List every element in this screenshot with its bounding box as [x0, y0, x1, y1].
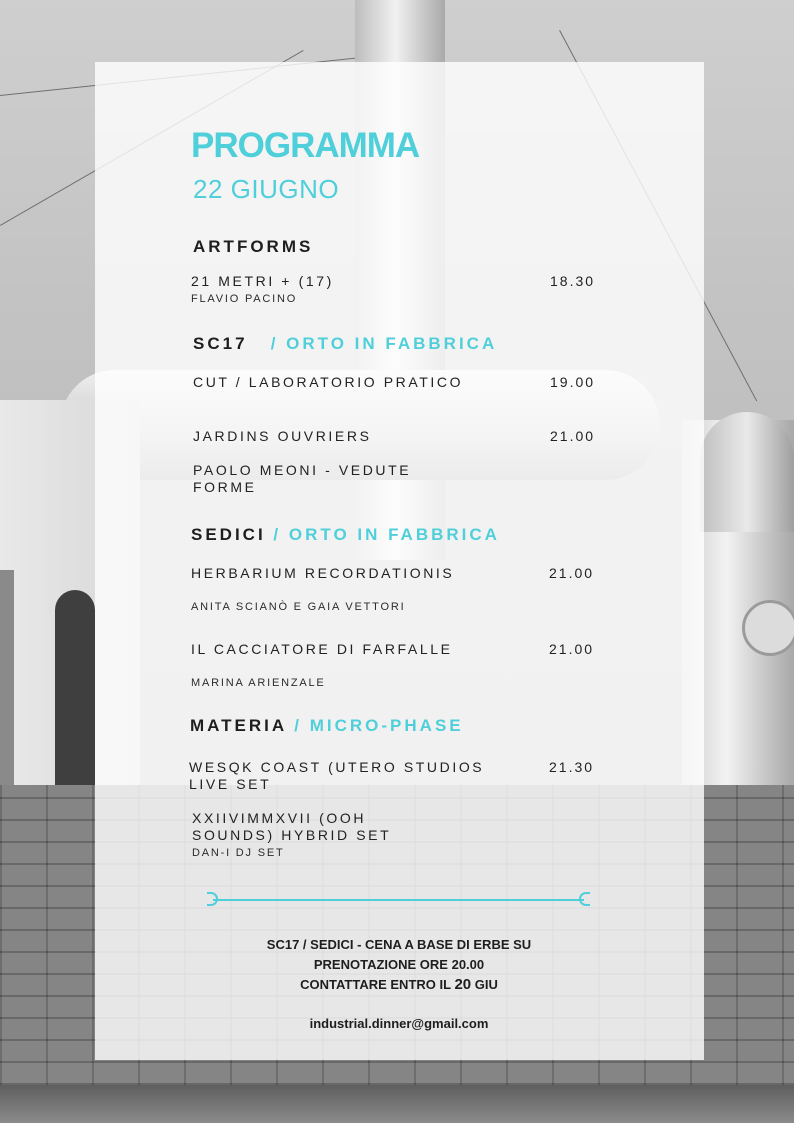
- section-header-sedici: [191, 525, 500, 545]
- event-title: CUT / LABORATORIO PRATICO: [193, 374, 464, 390]
- dinner-note-line: PRENOTAZIONE ORE 20.00: [313, 957, 485, 972]
- event-time: 18.30: [550, 273, 596, 289]
- section-name: ARTFORMS: [193, 237, 314, 256]
- event-time: 21.00: [549, 565, 595, 581]
- dinner-note-line: [165, 975, 633, 995]
- section-header-artforms: [193, 237, 313, 257]
- ground: [0, 1085, 794, 1123]
- section-header-sc17: [193, 334, 497, 354]
- section-venue: / MICRO-PHASE: [294, 716, 464, 735]
- dinner-note-day: 20: [454, 976, 472, 993]
- dinner-note-line: SC17 / SEDICI - CENA A BASE DI ERBE SU: [266, 937, 532, 952]
- section-venue: / ORTO IN FABBRICA: [273, 525, 500, 544]
- arched-window: [0, 570, 14, 790]
- event-artist: ANITA SCIANÒ E GAIA VETTORI: [191, 601, 406, 613]
- event-title: WESQK COAST (UTERO STUDIOS LIVE SET: [189, 759, 485, 792]
- event-artist: DAN-I DJ SET: [192, 847, 285, 859]
- event-time: 21.30: [549, 759, 595, 775]
- section-header-materia: [190, 716, 464, 736]
- event-title: IL CACCIATORE DI FARFALLE: [191, 641, 453, 657]
- decorative-divider: [207, 889, 590, 911]
- programme-card: [95, 62, 704, 1060]
- section-name: MATERIA: [190, 716, 287, 735]
- event-time: 21.00: [549, 641, 595, 657]
- arched-window: [55, 590, 95, 790]
- page-title: PROGRAMMA: [191, 126, 420, 165]
- event-artist: FLAVIO PACINO: [191, 293, 298, 305]
- divider-line: [213, 899, 584, 901]
- event-title: JARDINS OUVRIERS: [193, 428, 372, 444]
- divider-cap-right: [579, 892, 590, 906]
- section-name: SC17: [193, 334, 248, 353]
- dinner-note-prefix: CONTATTARE ENTRO IL: [300, 977, 455, 992]
- event-artist: MARINA ARIENZALE: [191, 677, 326, 689]
- dinner-note: [165, 935, 633, 995]
- event-time: 21.00: [550, 428, 596, 444]
- event-date: 22 GIUGNO: [193, 174, 340, 204]
- section-venue: / ORTO IN FABBRICA: [270, 334, 498, 353]
- contact-email[interactable]: industrial.dinner@gmail.com: [309, 1016, 489, 1031]
- dinner-note-suffix: GIU: [471, 977, 498, 992]
- event-time: 19.00: [550, 374, 596, 390]
- event-title: PAOLO MEONI - VEDUTE FORME: [193, 462, 412, 495]
- section-name: SEDICI: [191, 525, 266, 544]
- event-title: 21 METRI + (17): [191, 273, 334, 289]
- tank-dome: [700, 412, 794, 532]
- tank-porthole: [742, 600, 794, 656]
- event-title: XXIIVIMMXVII (OOH SOUNDS) HYBRID SET: [192, 810, 392, 843]
- event-title: HERBARIUM RECORDATIONIS: [191, 565, 455, 581]
